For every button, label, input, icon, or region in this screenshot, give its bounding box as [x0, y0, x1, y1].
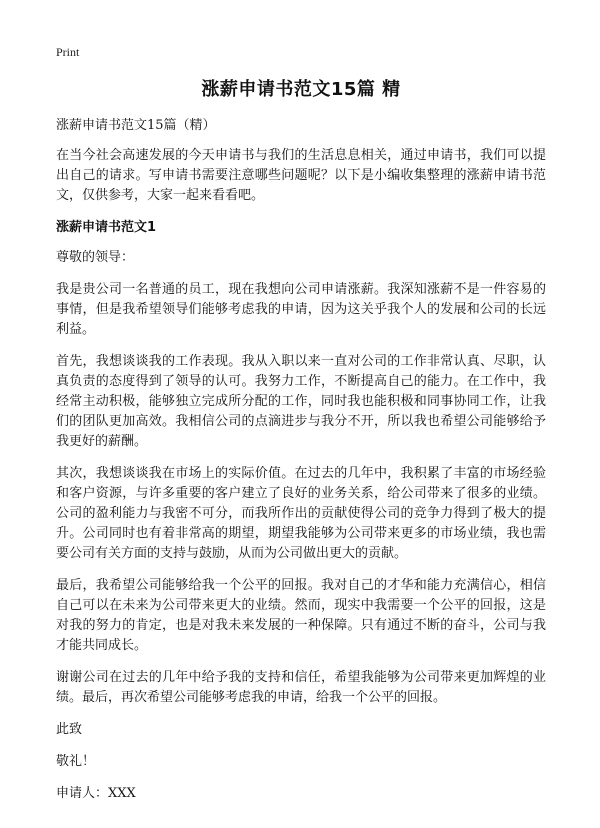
intro-paragraph: 在当今社会高速发展的今天申请书与我们的生活息息相关，通过申请书，我们可以提出自己的请求。写申请书需要注意哪些问题呢？以下是小编收集整理的涨薪申请书范文，仅供参考，大家一起来看看吧。: [56, 148, 546, 203]
print-label: Print: [56, 45, 80, 59]
body-paragraph-2: 首先，我想谈谈我的工作表现。我从入职以来一直对公司的工作非常认真、尽职，认真负责的态度得到了领导的认可。我努力工作，不断提高自己的能力。在工作中，我经常主动积极，能够独立完成所分配的工作，同时我也能积极和同事协同工作，让我们的团队更加高效。我相信公司的点滴进步与我分不开，所以我也希望公司能够给予我更好的薪酬。: [56, 354, 546, 449]
salutation: 尊敬的领导：: [56, 250, 135, 265]
closing-line-2: 敬礼！: [56, 754, 96, 769]
document-subtitle: 涨薪申请书范文15篇（精）: [56, 118, 216, 133]
signature: 申请人：XXX: [56, 786, 136, 801]
body-paragraph-3: 其次，我想谈谈我在市场上的实际价值。在过去的几年中，我积累了丰富的市场经验和客户资源，与许多重要的客户建立了良好的业务关系，给公司带来了很多的业绩。公司的盈利能力与我密不可分，而我所作出的贡献使得公司的竞争力得到了极大的提升。公司同时也有着非常高的期望，期望我能够为公司带来更多的市场业绩，我也需要公司有关方面的支持与鼓励，从而为公司做出更大的贡献。: [56, 466, 546, 561]
section-heading: 涨薪申请书范文1: [56, 220, 157, 235]
body-paragraph-1: 我是贵公司一名普通的员工，现在我想向公司申请涨薪。我深知涨薪不是一件容易的事情，但是我希望领导们能够考虑我的申请，因为这关乎我个人的发展和公司的长远利益。: [56, 282, 546, 337]
body-paragraph-4: 最后，我希望公司能够给我一个公平的回报。我对自己的才华和能力充满信心，相信自己可以在未来为公司带来更大的业绩。然而，现实中我需要一个公平的回报，这是对我的努力的肯定，也是对我未来发展的一种保障。只有通过不断的奋斗，公司与我才能共同成长。: [56, 578, 546, 653]
page-title: 涨薪申请书范文15篇 精: [201, 79, 401, 100]
body-paragraph-5: 谢谢公司在过去的几年中给予我的支持和信任，希望我能够为公司带来更加辉煌的业绩。最后，再次希望公司能够考虑我的申请，给我一个公平的回报。: [56, 670, 546, 705]
closing-line-1: 此致: [56, 722, 83, 737]
